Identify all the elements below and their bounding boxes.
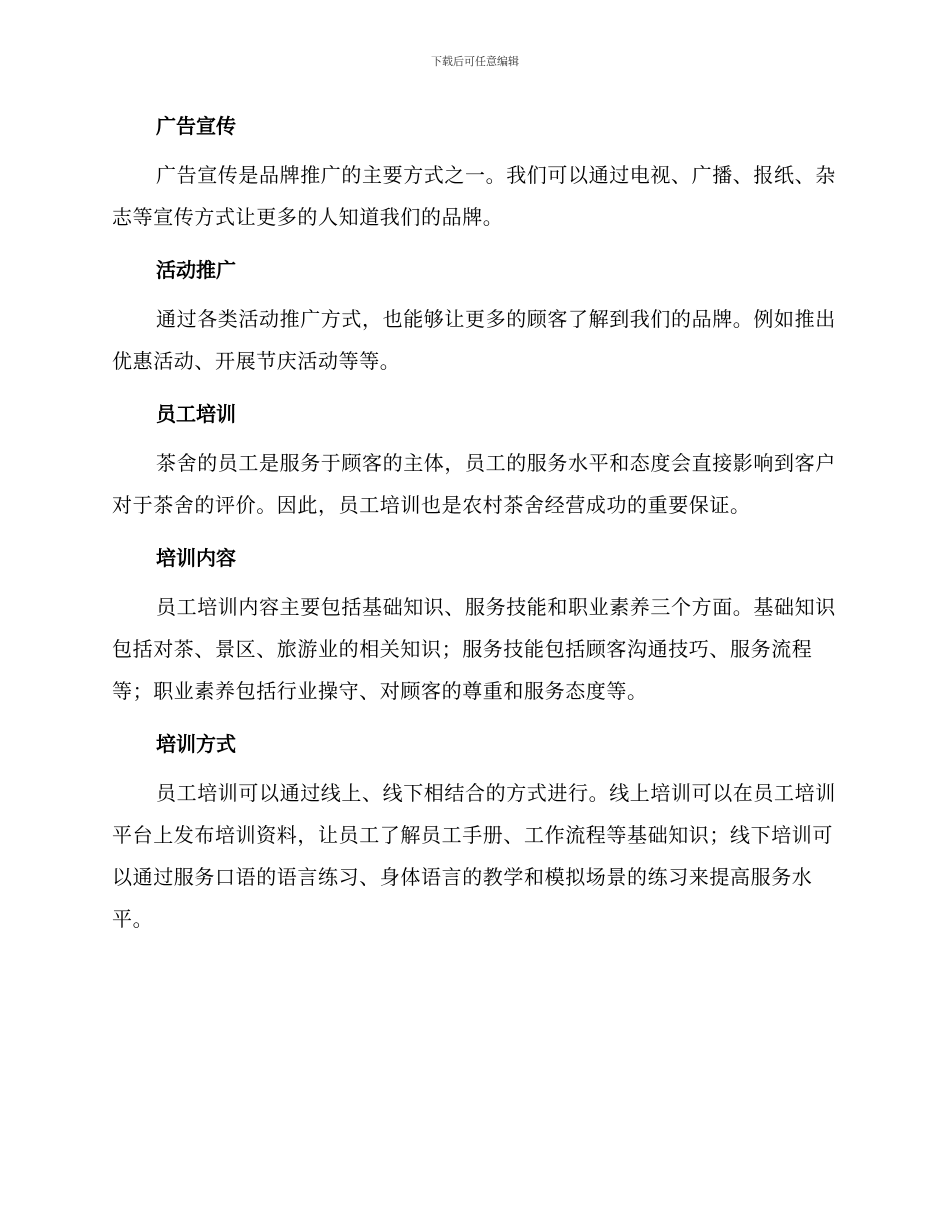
section-title-staff-training: 员工培训 (156, 402, 236, 426)
paragraph-advertising: 广告宣传是品牌推广的主要方式之一。我们可以通过电视、广播、报纸、杂志等宣传方式让更多的人知道我们的品牌。 (112, 163, 836, 229)
paragraph-training-method: 员工培训可以通过线上、线下相结合的方式进行。线上培训可以在员工培训平台上发布培训资料，让员工了解员工手册、工作流程等基础知识；线下培训可以通过服务口语的语言练习、身体语言的教学和模拟场景的练习来提高服务水平。 (112, 781, 836, 931)
document-body (112, 110, 836, 940)
paragraph-staff-training: 茶舍的员工是服务于顾客的主体，员工的服务水平和态度会直接影响到客户对于茶舍的评价。因此，员工培训也是农村茶舍经营成功的重要保证。 (112, 451, 836, 517)
paragraph-training-content: 员工培训内容主要包括基础知识、服务技能和职业素养三个方面。基础知识包括对茶、景区、旅游业的相关知识；服务技能包括顾客沟通技巧、服务流程等；职业素养包括行业操守、对顾客的尊重和服务态度等。 (112, 595, 836, 703)
section-title-training-content: 培训内容 (156, 546, 236, 570)
section-title-advertising: 广告宣传 (156, 114, 236, 138)
paragraph-event-promotion: 通过各类活动推广方式，也能够让更多的顾客了解到我们的品牌。例如推出优惠活动、开展节庆活动等等。 (112, 307, 836, 373)
section-title-event-promotion: 活动推广 (156, 258, 236, 282)
header-note: 下载后可任意编辑 (431, 55, 519, 68)
section-title-training-method: 培训方式 (156, 732, 236, 756)
